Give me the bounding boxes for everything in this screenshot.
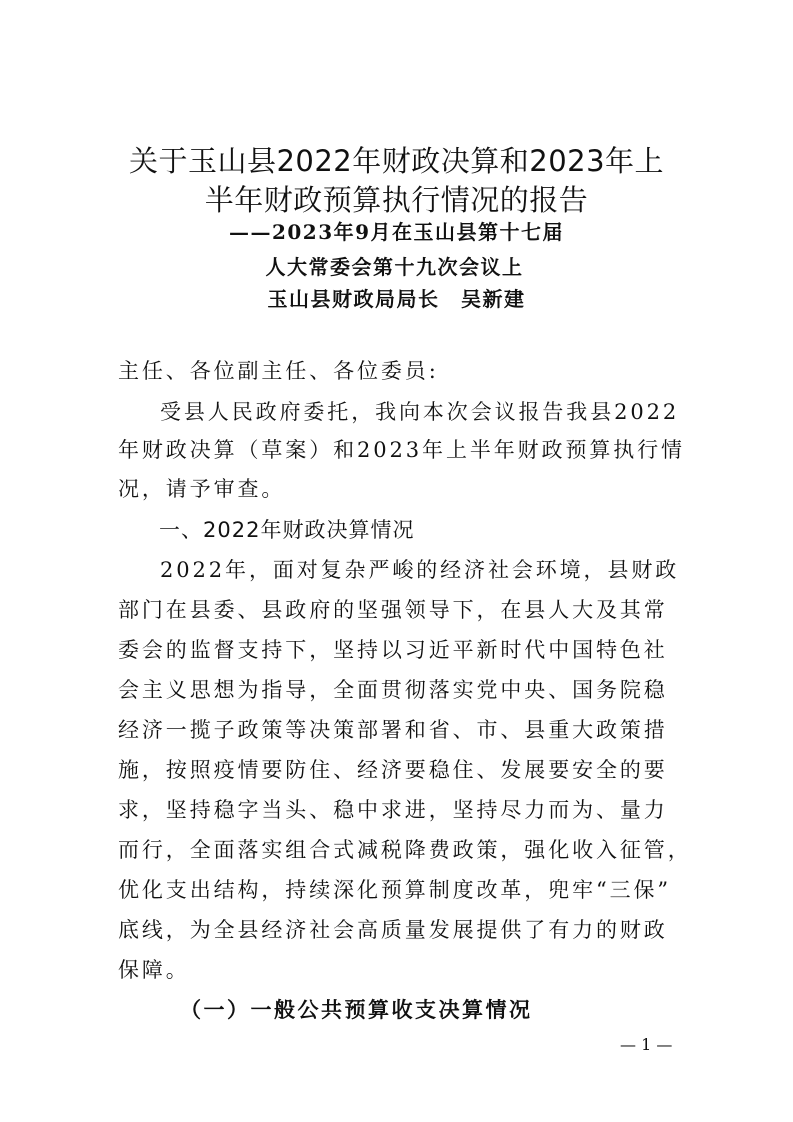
section1-line-1: 2022年，面对复杂严峻的经济社会环境，县财政	[160, 558, 680, 582]
section1-line-10: 底线，为全县经济社会高质量发展提供了有力的财政	[118, 918, 668, 942]
report-subtitle-line-1: ——2023年9月在玉山县第十七届	[228, 220, 565, 244]
report-subtitle-line-3: 玉山县财政局局长 吴新建	[267, 287, 526, 311]
report-title-line-1: 关于玉山县2022年财政决算和2023年上	[128, 144, 665, 178]
section1-line-5: 经济一揽子政策等决策部署和省、市、县重大政策措	[118, 718, 668, 742]
page-number: — 1 —	[620, 1035, 673, 1054]
section1-line-6: 施，按照疫情要防住、经济要稳住、发展要安全的要	[118, 758, 668, 782]
section1-line-7: 求，坚持稳字当头、稳中求进，坚持尽力而为、量力	[118, 798, 668, 822]
salutation: 主任、各位副主任、各位委员:	[118, 359, 439, 383]
report-title-line-2: 半年财政预算执行情况的报告	[204, 183, 589, 217]
intro-line-3: 况，请予审查。	[118, 477, 286, 501]
intro-line-1: 受县人民政府委托，我向本次会议报告我县2022	[160, 400, 680, 424]
section1-line-3: 委会的监督支持下，坚持以习近平新时代中国特色社	[118, 638, 668, 662]
section1-line-11: 保障。	[118, 958, 190, 982]
section1-line-4: 会主义思想为指导，全面贯彻落实党中央、国务院稳	[118, 678, 668, 702]
subsection-heading-1: （一）一般公共预算收支决算情况	[180, 997, 533, 1022]
report-subtitle-line-2: 人大常委会第十九次会议上	[265, 255, 524, 279]
section1-line-9: 优化支出结构，持续深化预算制度改革，兜牢“三保”	[118, 878, 672, 902]
section-heading-1: 一、2022年财政决算情况	[159, 518, 415, 542]
section1-line-8: 而行，全面落实组合式减税降费政策，强化收入征管，	[118, 838, 692, 862]
intro-line-2: 年财政决算（草案）和2023年上半年财政预算执行情	[118, 438, 685, 462]
section1-line-2: 部门在县委、县政府的坚强领导下，在县人大及其常	[118, 598, 668, 622]
